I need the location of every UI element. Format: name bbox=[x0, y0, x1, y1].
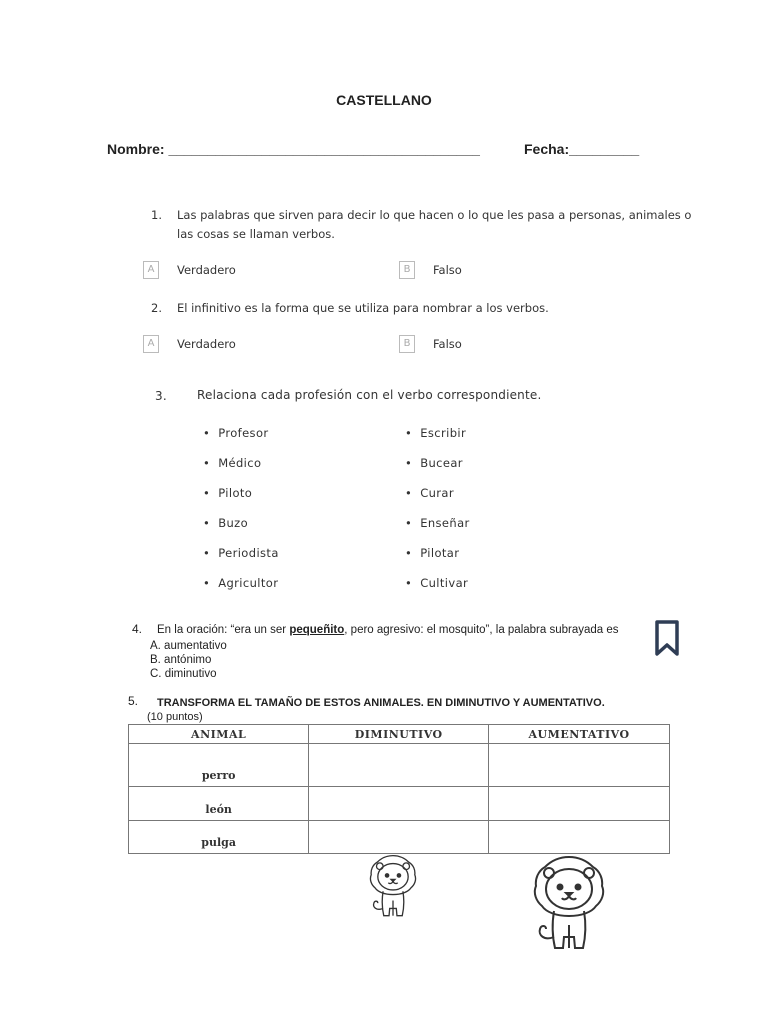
q4-number: 4. bbox=[132, 622, 143, 636]
q2-option-a-box[interactable]: A bbox=[143, 335, 159, 353]
augmentative-answer-cell[interactable] bbox=[489, 821, 670, 854]
q3-text: Relaciona cada profesión con el verbo correspondiente. bbox=[197, 388, 542, 402]
q1-option-a-label[interactable]: Verdadero bbox=[177, 263, 236, 277]
profession-item[interactable]: • Buzo bbox=[203, 516, 248, 530]
q4-option-c[interactable]: C. diminutivo bbox=[150, 668, 217, 680]
q5-text: TRANSFORMA EL TAMAÑO DE ESTOS ANIMALES. EN DIMINUTIVO Y AUMENTATIVO. bbox=[157, 697, 605, 709]
q2-number: 2. bbox=[151, 301, 162, 315]
q4-underlined-word: pequeñito bbox=[289, 624, 345, 636]
verb-item[interactable]: • Cultivar bbox=[405, 576, 468, 590]
table-row bbox=[129, 787, 670, 821]
name-field[interactable]: Nombre: ________________________________________ bbox=[107, 141, 480, 157]
q3-number: 3. bbox=[155, 389, 167, 403]
q1-option-a-box[interactable]: A bbox=[143, 261, 159, 279]
animal-cell: pulga bbox=[129, 821, 309, 854]
q4-option-b[interactable]: B. antónimo bbox=[150, 654, 212, 666]
profession-item[interactable]: • Profesor bbox=[203, 426, 269, 440]
diminutive-answer-cell[interactable] bbox=[309, 787, 489, 821]
animal-size-table bbox=[128, 724, 670, 854]
table-header: DIMINUTIVO bbox=[309, 725, 489, 744]
q2-text: El infinitivo es la forma que se utiliza para nombrar a los verbos. bbox=[177, 301, 549, 315]
profession-item[interactable]: • Piloto bbox=[203, 486, 252, 500]
q2-option-b-box[interactable]: B bbox=[399, 335, 415, 353]
q2-option-b-label[interactable]: Falso bbox=[433, 337, 462, 351]
animal-cell: perro bbox=[129, 744, 309, 787]
table-row bbox=[129, 744, 670, 787]
q1-text-line2: las cosas se llaman verbos. bbox=[177, 227, 335, 241]
verb-item[interactable]: • Escribir bbox=[405, 426, 466, 440]
q1-text bbox=[177, 206, 691, 244]
q2-option-a-label[interactable]: Verdadero bbox=[177, 337, 236, 351]
page-title: CASTELLANO bbox=[336, 92, 432, 108]
bookmark-icon[interactable] bbox=[654, 619, 680, 657]
animal-cell: león bbox=[129, 787, 309, 821]
q1-number: 1. bbox=[151, 208, 162, 222]
lion-icon bbox=[530, 853, 608, 953]
q1-text-line1: Las palabras que sirven para decir lo que hacen o lo que les pasa a personas, animales o bbox=[177, 208, 692, 222]
lion-illustration-small bbox=[366, 853, 420, 919]
profession-item[interactable]: • Médico bbox=[203, 456, 261, 470]
lion-icon bbox=[366, 853, 420, 919]
augmentative-answer-cell[interactable] bbox=[489, 787, 670, 821]
table-header-row bbox=[129, 725, 670, 744]
q4-text bbox=[157, 624, 640, 636]
diminutive-answer-cell[interactable] bbox=[309, 744, 489, 787]
q1-option-b-box[interactable]: B bbox=[399, 261, 415, 279]
verb-item[interactable]: • Enseñar bbox=[405, 516, 470, 530]
verb-item[interactable]: • Pilotar bbox=[405, 546, 459, 560]
verb-item[interactable]: • Bucear bbox=[405, 456, 463, 470]
profession-item[interactable]: • Agricultor bbox=[203, 576, 278, 590]
q4-text-after: , pero agresivo: el mosquito”, la palabra subrayada es bbox=[344, 624, 619, 636]
table-header: AUMENTATIVO bbox=[489, 725, 670, 744]
lion-illustration-large bbox=[530, 853, 608, 953]
q4-text-before: En la oración: “era un ser bbox=[157, 624, 290, 636]
q5-number: 5. bbox=[128, 694, 139, 708]
diminutive-answer-cell[interactable] bbox=[309, 821, 489, 854]
q1-option-b-label[interactable]: Falso bbox=[433, 263, 462, 277]
profession-item[interactable]: • Periodista bbox=[203, 546, 279, 560]
table-header: ANIMAL bbox=[129, 725, 309, 744]
augmentative-answer-cell[interactable] bbox=[489, 744, 670, 787]
date-field[interactable]: Fecha:_________ bbox=[524, 141, 640, 157]
q5-points: (10 puntos) bbox=[147, 711, 203, 723]
verb-item[interactable]: • Curar bbox=[405, 486, 454, 500]
q4-option-a[interactable]: A. aumentativo bbox=[150, 640, 227, 652]
table-row bbox=[129, 821, 670, 854]
